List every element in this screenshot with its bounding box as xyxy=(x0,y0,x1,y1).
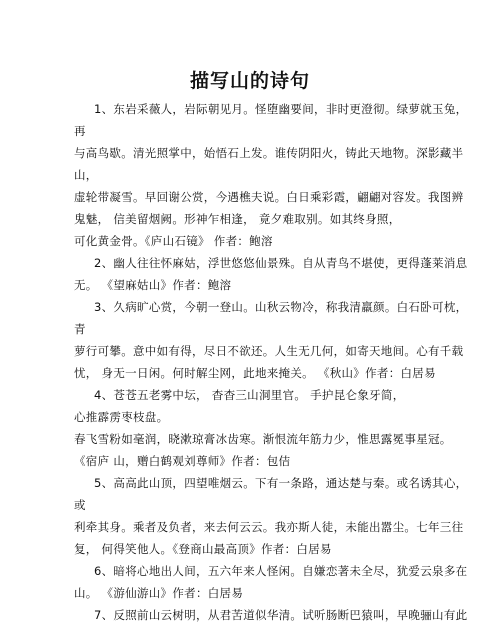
text-line: 鬼魅， 信美留烟阙。形神乍相逢， 竟夕难取别。如其终身照， xyxy=(74,212,401,226)
text-line: 萝行可攀。意中如有得，尽日不欲还。人生无几何，如寄天地间。心有千载 xyxy=(74,344,464,358)
text-line: 2、幽人往往怀麻姑，浮世悠悠仙景殊。自从青鸟不堪使，更得蓬莱消息 xyxy=(94,256,468,270)
text-line: 6、暗将心地出人间，五六年来人怪闲。自嫌恋著未全尽，犹爱云泉多在 xyxy=(94,564,468,578)
text-line: 与高鸟歇。清光照掌中，始悟石上发。谁传阴阳火，铸此天地物。深影藏半 xyxy=(74,146,464,160)
text-line: 春飞雪粉如毫润，晓漱琼膏冰齿寒。渐恨流年筋力少，惟思露冕事星冠。 xyxy=(74,432,452,446)
text-line: 山。 《游仙游山》作者：白居易 xyxy=(74,586,244,600)
text-line: 无。 《望麻姑山》作者：鲍溶 xyxy=(74,278,232,292)
text-line: 利牵其身。乘者及负者，来去何云云。我亦斯人徒，未能出嚣尘。七年三往 xyxy=(74,520,464,534)
text-line: 忧， 身无一日闲。何时解尘网，此地来掩关。 《秋山》作者：白居易 xyxy=(74,366,436,380)
text-line: 复， 何得笑他人。《登商山最高顶》作者：白居易 xyxy=(74,542,332,556)
text-line: 山， xyxy=(74,168,98,182)
text-line: 4、苍苍五老雾中坛， 杳杳三山洞里官。 手护昆仑象牙简， xyxy=(94,388,405,402)
text-line: 3、久病旷心赏，今朝一登山。山秋云物冷，称我清羸颜。白石卧可枕， xyxy=(94,300,468,314)
text-line: 青 xyxy=(74,322,86,336)
page-title: 描写山的诗句 xyxy=(189,70,310,92)
text-line: 可化黄金骨。《庐山石镜》 作者：鲍溶 xyxy=(74,234,273,248)
text-line: 1、东岩采薇人，岩际朝见月。怪堕幽要间，非时更澄彻。绿萝就玉兔， xyxy=(94,102,468,116)
poem-content xyxy=(74,98,468,626)
text-line: 5、高高此山顶，四望唯烟云。下有一条路，通达楚与秦。或名诱其心， xyxy=(94,476,468,490)
text-line: 心推霹雳枣枝盘。 xyxy=(74,410,169,424)
text-line: 或 xyxy=(74,498,86,512)
text-line: 《宿庐 山，赠白鹤观刘尊师》作者：包佶 xyxy=(74,454,291,468)
text-line: 7、反照前山云树明，从君苦道似华清。试听肠断巴猿叫，早晚骊山有此 xyxy=(94,608,468,622)
text-line: 虚轮带凝雪。早回谢公赏，今遇樵夫说。白日乘彩霞，翩翩对容发。我图辨 xyxy=(74,190,464,204)
text-line: 再 xyxy=(74,124,86,138)
